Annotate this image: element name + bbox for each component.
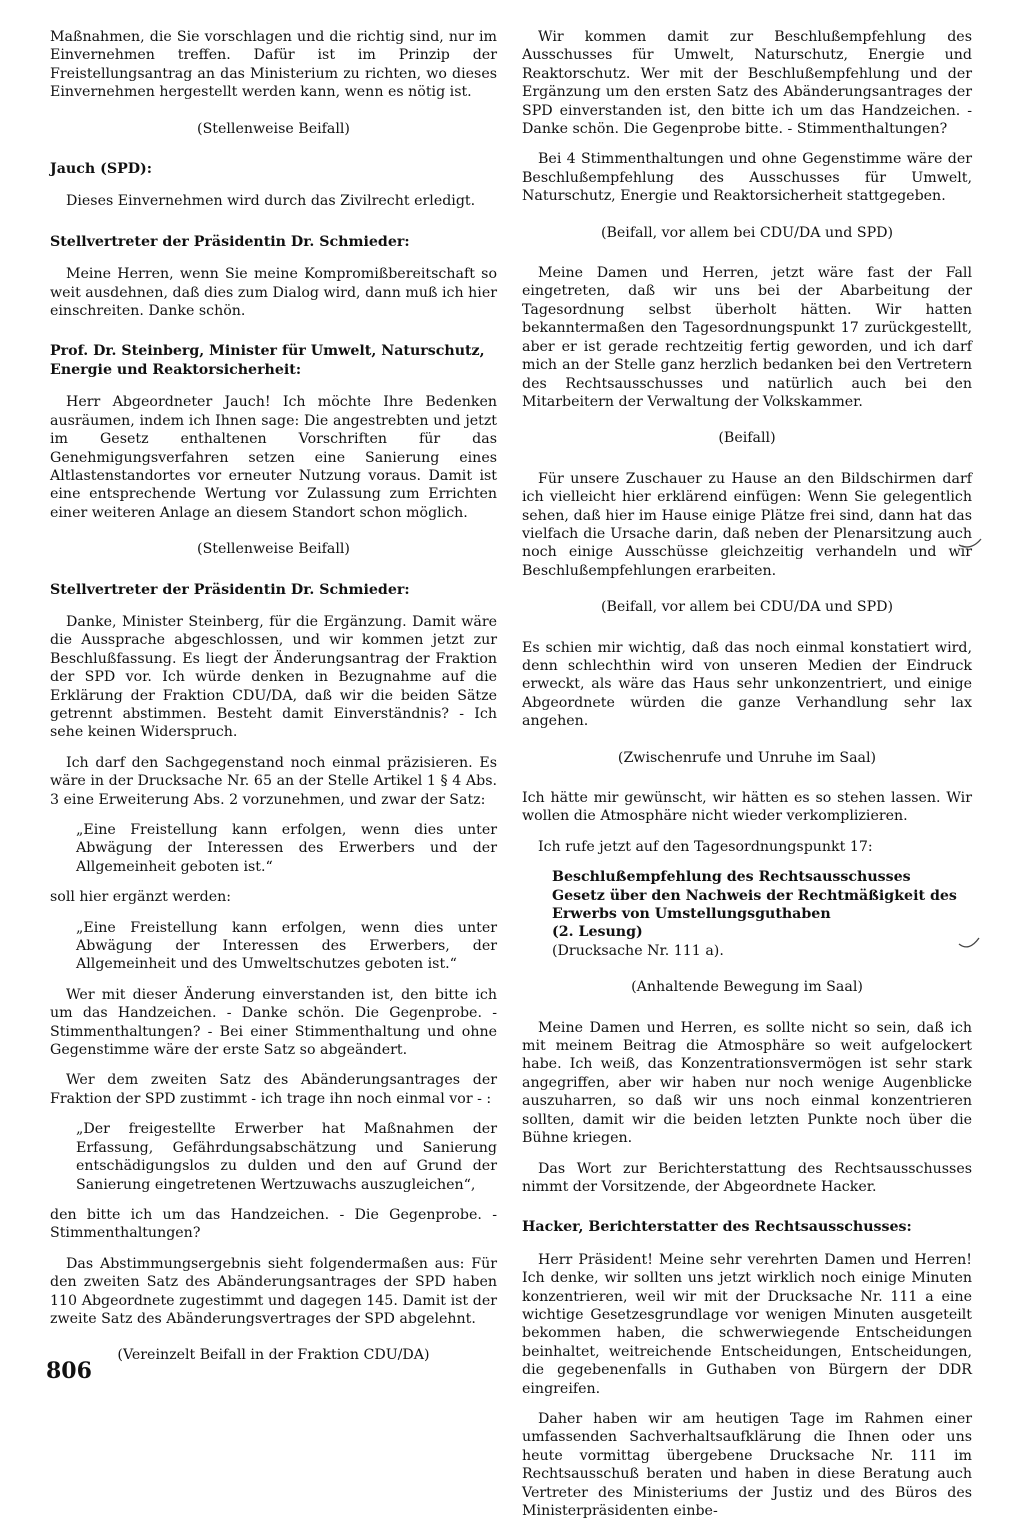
paragraph: Ich darf den Sachgegenstand noch einmal präzisieren. Es wäre in der Drucksache Nr. 65 an der Stelle Artikel 1 § 4 Abs. 3 eine Erweiterung Abs. 2 vorzunehmen, und zwar der Satz: — [50, 754, 497, 808]
speaker-heading: Prof. Dr. Steinberg, Minister für Umwelt, Naturschutz, Energie und Reaktorsicherheit: — [50, 343, 485, 378]
paragraph: Meine Herren, wenn Sie meine Kompromißbereitschaft so weit ausdehnen, daß dies zum Dialog wird, dann muß ich hier einschreiten. Danke schön. — [50, 266, 497, 320]
paragraph: Danke, Minister Steinberg, für die Ergänzung. Damit wäre die Aussprache abgeschlossen, und wir kommen jetzt zur Beschlußfassung. Es liegt der Änderungsantrag der Fraktion der SPD vor. Ich würde denken in Bezugnahme auf die Erklärung der Fraktion CDU/DA, daß wir die beiden Sätze getrennt abstimmen. Besteht damit Einverständnis? - Ich sehe keinen Widerspruch. — [50, 613, 497, 741]
stage-direction: (Vereinzelt Beifall in der Fraktion CDU/DA) — [117, 1347, 430, 1364]
paragraph: Bei 4 Stimmenthaltungen und ohne Gegenstimme wäre der Beschlußempfehlung des Ausschusses für Umwelt, Naturschutz, Energie und Reaktorsicherheit stattgegeben. — [522, 151, 972, 205]
paragraph: Wer mit dieser Änderung einverstanden ist, den bitte ich um das Handzeichen. - Danke schön. Die Gegenprobe. - Stimmenthaltungen? - Bei einer Stimmenthaltung und ohne Gegenstimme wäre der erste Satz so abgeändert. — [50, 986, 497, 1059]
quoted-text: „Der freigestellte Erwerber hat Maßnahmen der Erfassung, Gefährdungsabschätzung und Sanierung entschädigungslos zu dulden und den auf Grund der Sanierung eingetretenen Wertzuwachs auszugleichen“, — [76, 1121, 497, 1193]
agenda-item-reference: (Drucksache Nr. 111 a). — [552, 942, 724, 959]
paragraph: Ich hätte mir gewünscht, wir hätten es so stehen lassen. Wir wollen die Atmosphäre nicht wieder verkomplizieren. — [522, 790, 972, 825]
speaker-heading: Stellvertreter der Präsidentin Dr. Schmieder: — [50, 233, 410, 250]
stage-direction: (Zwischenrufe und Unruhe im Saal) — [617, 749, 877, 766]
paragraph: Meine Damen und Herren, es sollte nicht so sein, daß ich mit meinem Beitrag die Atmosphäre so weit aufgelockert habe. Ich weiß, das Konzentrationsvermögen ist sehr stark angegriffen, aber wir haben nur noch wenige Augenblicke auszuharren, so daß wir uns noch einmal konzentrieren sollten, damit wir die beiden letzten Punkte noch über die Bühne kriegen. — [522, 1019, 972, 1147]
paragraph: Das Abstimmungsergebnis sieht folgendermaßen aus: Für den zweiten Satz des Abänderungsantrages der SPD haben 110 Abgeordnete zugestimmt und dagegen 145. Damit ist der zweite Satz des Abänderungsvertrages der SPD abgelehnt. — [50, 1255, 497, 1327]
speaker-heading: Stellvertreter der Präsidentin Dr. Schmieder: — [50, 581, 410, 598]
speaker-heading: Hacker, Berichterstatter des Rechtsausschusses: — [522, 1219, 912, 1236]
paragraph: Dieses Einvernehmen wird durch das Zivilrecht erledigt. — [66, 193, 476, 210]
agenda-item-title: (2. Lesung) — [552, 924, 643, 941]
paragraph: Herr Präsident! Meine sehr verehrten Damen und Herren! Ich denke, wir sollten uns jetzt wirklich noch einige Minuten konzentrieren, weil wir mit der Drucksache Nr. 111 a eine wichtige Gesetzesgrundlage vor wenigen Minuten ausgeteilt bekommen haben, die schwerwiegende Entscheidungen beinhaltet, weitreichende Entscheidungen, Entscheidungen, die gegebenenfalls in Guthaben von Bürgern der DDR eingreifen. — [522, 1251, 972, 1397]
paragraph: Es schien mir wichtig, daß das noch einmal konstatiert wird, denn schlechthin wird von unseren Medien der Eindruck erweckt, als wäre das Haus sehr unkonzentriert, und einige Abgeordnete würden die ganze Verhandlung sehr lax angehen. — [522, 639, 972, 730]
stage-direction: (Beifall, vor allem bei CDU/DA und SPD) — [600, 599, 894, 616]
speaker-heading: Jauch (SPD): — [50, 161, 152, 178]
paragraph: Daher haben wir am heutigen Tage im Rahmen einer umfassenden Sachverhaltsaufklärung die Ihnen oder uns heute vormittag übergebene Drucksache Nr. 111 im Rechtsausschuß beraten und haben in diese Beratung auch Vertreter des Ministeriums der Justiz und des Büros des Ministerpräsidenten einbe- — [522, 1410, 972, 1519]
quoted-text: „Eine Freistellung kann erfolgen, wenn dies unter Abwägung der Interessen des Erwerbers und der Allgemeinheit geboten ist.“ — [76, 822, 497, 875]
agenda-item-title: Beschlußempfehlung des Rechtsausschusses — [552, 869, 911, 886]
paragraph: Maßnahmen, die Sie vorschlagen und die richtig sind, nur im Einvernehmen treffen. Dafür ist im Prinzip der Freistellungsantrag an das Ministerium zu richten, wo dieses Einvernehmen hergestellt werden kann, wenn es nötig ist. — [50, 29, 497, 101]
stage-direction: (Stellenweise Beifall) — [197, 541, 350, 558]
agenda-item-title: Gesetz über den Nachweis der Rechtmäßigkeit des Erwerbs von Umstellungsguthaben — [552, 887, 957, 923]
paragraph: Meine Damen und Herren, jetzt wäre fast der Fall eingetreten, daß wir uns bei der Abarbeitung der Tagesordnung selbst überholt hätten. Wir hatten bekanntermaßen den Tagesordnungspunkt 17 zurückgestellt, aber er ist gerade rechtzeitig fertig geworden, und ich darf mich an der Stelle ganz herzlich bedanken bei den Vertretern des Rechtsausschusses und natürlich auch bei den Mitarbeitern der Verwaltung der Volkskammer. — [522, 265, 972, 410]
paragraph: Für unsere Zuschauer zu Hause an den Bildschirmen darf ich vielleicht hier erklärend einfügen: Wenn Sie gelegentlich sehen, daß hier im Hause einige Plätze frei sind, dann hat das vielfach die Ursache darin, daß neben der Plenarsitzung auch noch einige Ausschüsse gleichzeitig verhandeln und wir Beschlußempfehlungen erarbeiten. — [522, 470, 972, 579]
page-number: 806 — [46, 1358, 92, 1384]
stage-direction: (Stellenweise Beifall) — [197, 120, 350, 137]
left-column — [50, 28, 497, 1387]
paragraph: Wer dem zweiten Satz des Abänderungsantrages der Fraktion der SPD zustimmt - ich trage ihn noch einmal vor - : — [50, 1072, 497, 1107]
stage-direction: (Beifall, vor allem bei CDU/DA und SPD) — [600, 224, 894, 241]
paragraph: soll hier ergänzt werden: — [50, 889, 232, 906]
paragraph: Wir kommen damit zur Beschlußempfehlung des Ausschusses für Umwelt, Naturschutz, Energie und Reaktorschutz. Wer mit der Beschlußempfehlung und der Ergänzung um den ersten Satz des Abänderungsantrages der SPD einverstanden ist, den bitte ich um das Handzeichen. - Danke schön. Die Gegenprobe bitte. - Stimmenthaltungen? — [522, 29, 972, 138]
stage-direction: (Anhaltende Bewegung im Saal) — [631, 979, 863, 996]
stage-direction: (Beifall) — [718, 430, 776, 447]
paragraph: Herr Abgeordneter Jauch! Ich möchte Ihre Bedenken ausräumen, indem ich Ihnen sage: Die angestrebten und jetzt im Gesetz enthaltenen Vorschriften für das Genehmigungsverfahren setzen eine Sanierung eines Altlastenstandortes vor erneuter Nutzung voraus. Damit ist eine entsprechende Wertung vor Zulassung zum Errichten einer weiteren Anlage an diesem Standort schon möglich. — [50, 394, 497, 521]
scan-mark — [955, 525, 985, 555]
paragraph: den bitte ich um das Handzeichen. - Die Gegenprobe. - Stimmenthaltungen? — [50, 1206, 497, 1242]
paragraph: Das Wort zur Berichterstattung des Rechtsausschusses nimmt der Vorsitzende, der Abgeordnete Hacker. — [522, 1160, 972, 1195]
paragraph: Ich rufe jetzt auf den Tagesordnungspunkt 17: — [538, 838, 873, 855]
right-column — [522, 28, 972, 1532]
scan-mark — [955, 930, 985, 954]
quoted-text: „Eine Freistellung kann erfolgen, wenn dies unter Abwägung der Interessen des Erwerbers, der Allgemeinheit und des Umweltschutzes geboten ist.“ — [76, 919, 497, 973]
